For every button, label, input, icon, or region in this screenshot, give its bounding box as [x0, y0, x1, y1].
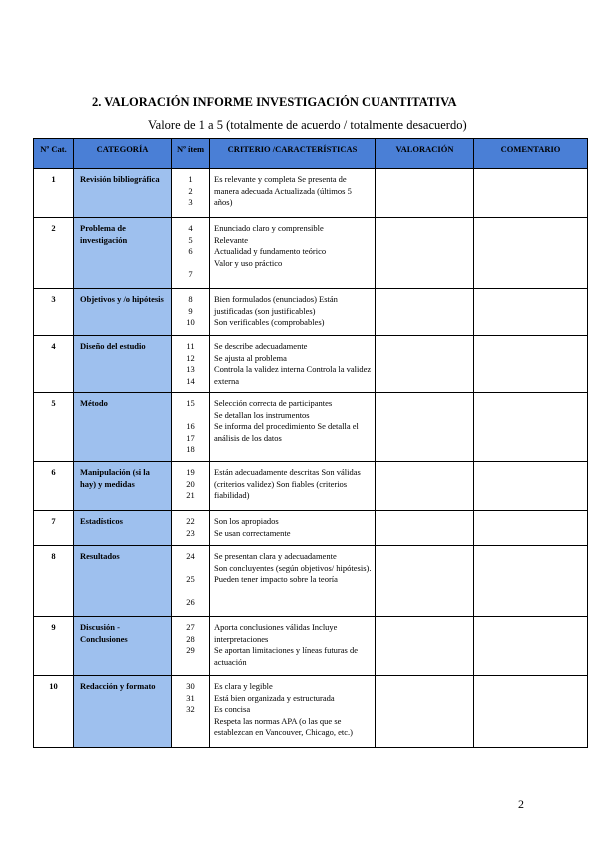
criterion-line: Están adecuadamente descritas Son válidas (criterios validez) Son fiables (criterios fiabilidad) [214, 467, 361, 500]
category-name: Estadísticos [74, 511, 172, 546]
category-number: 4 [34, 336, 74, 393]
item-number: 14 [186, 375, 195, 386]
criterion-line: Se informa del procedimiento Se detalla el análisis de los datos [214, 421, 359, 443]
comentario-cell[interactable] [474, 676, 588, 748]
item-number: 26 [186, 597, 195, 607]
item-number: 4 [188, 223, 193, 233]
criterion-line: Aporta conclusiones válidas Incluye interpretaciones [214, 622, 338, 644]
category-number: 6 [34, 462, 74, 511]
item-number [172, 258, 209, 270]
item-numbers [172, 393, 210, 462]
valoracion-cell[interactable] [376, 511, 474, 546]
table-row [34, 511, 588, 546]
category-name: Diseño del estudio [74, 336, 172, 393]
category-name: Método [74, 393, 172, 462]
comentario-cell[interactable] [474, 462, 588, 511]
criterion-line: Está bien organizada y estructurada [214, 692, 335, 703]
item-number: 13 [186, 364, 195, 374]
item-number: 20 [186, 478, 195, 489]
comentario-cell[interactable] [474, 289, 588, 336]
comentario-cell[interactable] [474, 546, 588, 617]
criterion-line: Enunciado claro y comprensible [214, 223, 324, 233]
item-number: 22 [186, 516, 195, 526]
table-body [34, 169, 588, 748]
header-categoria: CATEGORÍA [74, 139, 172, 169]
comentario-cell[interactable] [474, 617, 588, 676]
item-number: 27 [186, 622, 195, 632]
item-number: 9 [188, 305, 193, 316]
valoracion-cell[interactable] [376, 218, 474, 289]
item-number: 24 [186, 551, 195, 561]
category-number: 7 [34, 511, 74, 546]
item-number: 7 [188, 269, 193, 279]
valoracion-cell[interactable] [376, 336, 474, 393]
criteria-text [210, 546, 376, 617]
comentario-cell[interactable] [474, 169, 588, 218]
item-number [172, 563, 209, 575]
item-number: 11 [186, 341, 195, 351]
valoracion-cell[interactable] [376, 462, 474, 511]
valoracion-cell[interactable] [376, 676, 474, 748]
criterion-line: Se usan correctamente [214, 527, 291, 538]
category-number: 9 [34, 617, 74, 676]
evaluation-table [33, 138, 588, 748]
item-number: 21 [186, 490, 195, 500]
criterion-line: Pueden tener impacto sobre la teoría [214, 574, 338, 584]
comentario-cell[interactable] [474, 218, 588, 289]
criterion-line: Se aportan limitaciones y líneas futuras de actuación [214, 645, 358, 667]
table-row [34, 617, 588, 676]
valoracion-cell[interactable] [376, 169, 474, 218]
item-number: 6 [188, 246, 193, 256]
table-row [34, 218, 588, 289]
criterion-line: Valor y uso práctico [214, 257, 283, 268]
item-number: 23 [186, 527, 195, 538]
header-num-cat: Nº Cat. [34, 139, 74, 169]
category-name: Redacción y formato [74, 676, 172, 748]
header-num-item: Nº ítem [172, 139, 210, 169]
category-number: 8 [34, 546, 74, 617]
criterion-line: Selección correcta de participantes [214, 398, 333, 408]
valoracion-cell[interactable] [376, 393, 474, 462]
criterion-line: Se ajusta al problema [214, 352, 287, 363]
criterion-line: Bien formulados (enunciados) Están justificadas (son justificables) [214, 294, 338, 316]
item-numbers [172, 462, 210, 511]
item-number: 29 [186, 645, 195, 655]
criteria-text [210, 169, 376, 218]
item-numbers [172, 511, 210, 546]
section-subtitle: Valore de 1 a 5 (totalmente de acuerdo / totalmente desacuerdo) [148, 118, 467, 132]
item-number: 31 [186, 692, 195, 703]
category-name: Problema de investigación [74, 218, 172, 289]
criteria-text [210, 336, 376, 393]
comentario-cell[interactable] [474, 393, 588, 462]
table-row [34, 676, 588, 748]
item-number: 32 [186, 704, 195, 714]
criterion-line: Son verificables (comprobables) [214, 317, 325, 327]
category-name: Objetivos y /o hipótesis [74, 289, 172, 336]
item-number: 8 [188, 294, 193, 304]
item-numbers [172, 617, 210, 676]
valoracion-cell[interactable] [376, 546, 474, 617]
table-row [34, 336, 588, 393]
item-number [172, 586, 209, 598]
section-title: 2. VALORACIÓN INFORME INVESTIGACIÓN CUANTITATIVA [92, 95, 457, 109]
item-numbers [172, 676, 210, 748]
criterion-line: Relevante [214, 234, 248, 245]
criterion-line: Controla la validez interna Controla la validez externa [214, 364, 372, 386]
item-number: 16 [186, 421, 195, 431]
criteria-text [210, 676, 376, 748]
criteria-text [210, 617, 376, 676]
category-name: Discusión - Conclusiones [74, 617, 172, 676]
criterion-line: Son los apropiados [214, 516, 279, 526]
item-number: 10 [186, 317, 195, 327]
table-row [34, 462, 588, 511]
criterion-line: Es clara y legible [214, 681, 273, 691]
category-number: 1 [34, 169, 74, 218]
category-number: 5 [34, 393, 74, 462]
item-number: 2 [188, 185, 193, 196]
criterion-line: Es concisa [214, 704, 251, 714]
criterion-line: Actualidad y fundamento teórico [214, 246, 327, 256]
item-number: 30 [186, 681, 195, 691]
header-comentario: COMENTARIO [474, 139, 588, 169]
item-numbers [172, 169, 210, 218]
item-number: 17 [186, 432, 195, 443]
item-number [172, 410, 209, 422]
item-number: 12 [186, 352, 195, 363]
criterion-line: Se describe adecuadamente [214, 341, 308, 351]
item-numbers [172, 546, 210, 617]
item-number: 28 [186, 633, 195, 644]
item-number: 18 [186, 444, 195, 454]
criterion-line: Se presentan clara y adecuadamente [214, 551, 337, 561]
criteria-text [210, 462, 376, 511]
valoracion-cell[interactable] [376, 617, 474, 676]
table-row [34, 393, 588, 462]
comentario-cell[interactable] [474, 336, 588, 393]
table-row [34, 546, 588, 617]
criteria-text [210, 218, 376, 289]
criterion-line: Respeta las normas APA (o las que se establezcan en Vancouver, Chicago, etc.) [214, 715, 353, 737]
item-number: 3 [188, 197, 193, 207]
table-header-row [34, 139, 588, 169]
item-number: 15 [186, 398, 195, 408]
header-criterio: CRITERIO /CARACTERÍSTICAS [210, 139, 376, 169]
table-row [34, 289, 588, 336]
criterion-line: Se detallan los instrumentos [214, 409, 310, 420]
category-name: Revisión bibliográfica [74, 169, 172, 218]
item-numbers [172, 218, 210, 289]
item-numbers [172, 289, 210, 336]
valoracion-cell[interactable] [376, 289, 474, 336]
category-number: 3 [34, 289, 74, 336]
header-valoracion: VALORACIÓN [376, 139, 474, 169]
category-name: Manipulación (si la hay) y medidas [74, 462, 172, 511]
item-numbers [172, 336, 210, 393]
criterion-line: Es relevante y completa Se presenta de manera adecuada Actualizada (últimos 5 años) [214, 174, 352, 207]
item-number: 5 [188, 234, 193, 245]
item-number: 1 [188, 174, 193, 184]
page-number: 2 [518, 797, 524, 811]
category-number: 10 [34, 676, 74, 748]
item-number: 25 [186, 574, 195, 584]
comentario-cell[interactable] [474, 511, 588, 546]
criteria-text [210, 289, 376, 336]
criteria-text [210, 393, 376, 462]
table-row [34, 169, 588, 218]
criterion-line: Son concluyentes (según objetivos/ hipótesis). [214, 562, 372, 573]
category-number: 2 [34, 218, 74, 289]
item-number: 19 [186, 467, 195, 477]
category-name: Resultados [74, 546, 172, 617]
criteria-text [210, 511, 376, 546]
